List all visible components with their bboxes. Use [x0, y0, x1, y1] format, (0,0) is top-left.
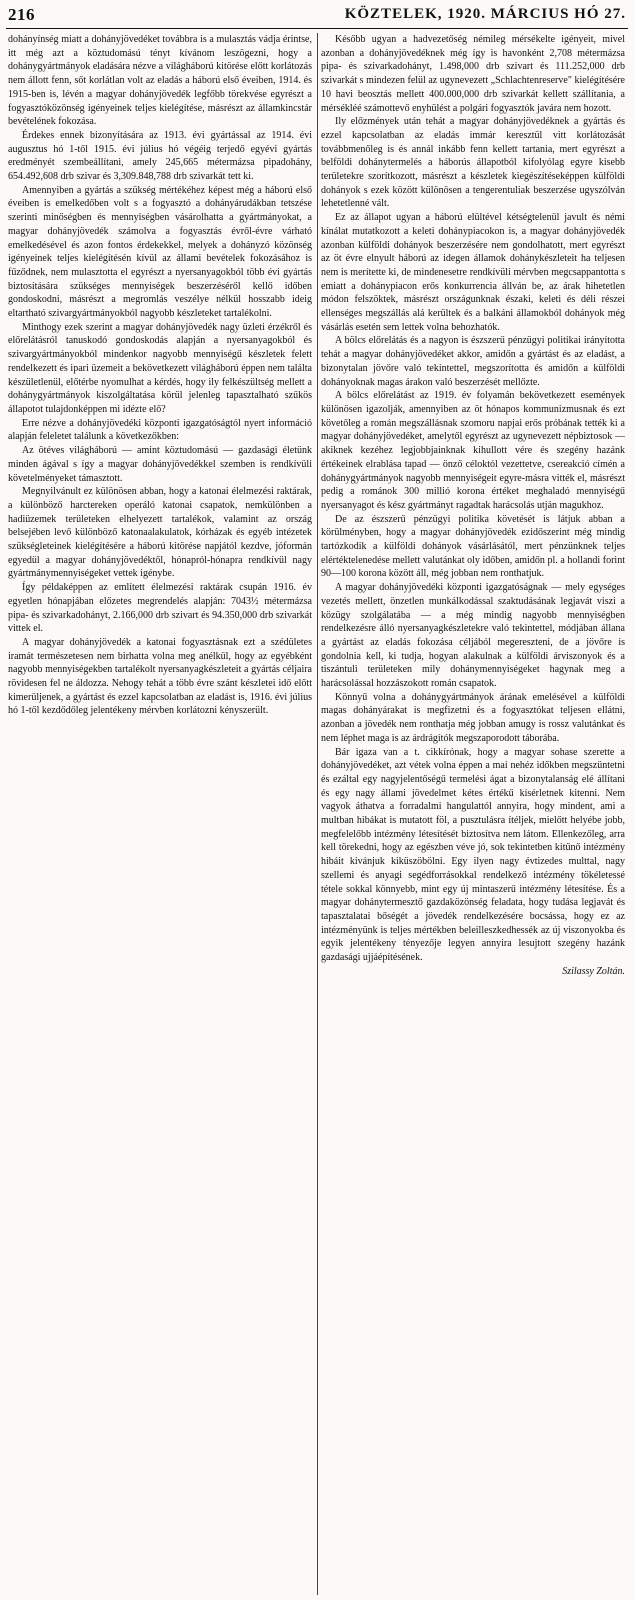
page-header — [6, 4, 628, 29]
paragraph: dohányínség miatt a dohányjövedéket továbbra is a mulasztás vádja érintse, itt még azt a köztudomású tényt kívánom leszögezni, hogy a dohánygyártmányok eladására nézve a világháború kitörése előtt korlátozás nem állott fenn, sőt korlátlan volt az eladás a háború első éveiben, 1914. és 1915-ben is, lévén a magyar dohányjövedék legfőbb törekvése egyrészt a fogyasztóközönség igényeinek teljes kielégítése, másrészt az államkincstár bevételének fokozása. — [8, 34, 312, 128]
paragraph: A bölcs előrelátás és a nagyon is észszerű pénzügyi politikai irányította tehát a magyar dohányjövedéket akkor, amidőn a gyártást és az eladást, a bizonytalan jövőre való tekintettel, megszorította és amidőn a külföldi dohányoknak magas árakon való beszerzését mellőzte. — [321, 335, 625, 388]
column-divider — [317, 33, 318, 1595]
article-column-left — [8, 33, 312, 1133]
paragraph: A bölcs előrelátást az 1919. év folyamán bekövetkezett események különösen igazolják, amennyiben az öt hónapos kommunizmusnak és ezt követőleg a román megszállásnak szomoru napjai erős próbának tették ki a magyar dohányjövedéket, amelytől egyrészt az ugynevezett népbiztosok — akiknek kezéhez legjobbjainknak kihullott vére és szegény hazánk értékeinek elrablása tapad — önző céloktól vezettetve, csereakció címén a dohánygyártmányok nagyobb mennyiségeit egyre-másra vitték el, másrészt pedig a románok 300 millió korona értéket meghaladó mennyiségű nyersanyagot és kész gyártmányt ragadtak harácsolás utján magukhoz. — [321, 390, 625, 511]
author-signature: Szilassy Zoltán. — [562, 965, 625, 977]
paragraph: Később ugyan a hadvezetőség némileg mérsékelte igényeit, mivel azonban a dohányjövedéknek még így is havonként 2,708 métermázsa pipa- és szivarkadohányt, 1.498,000 drb szivart és 111.252,000 drb szivarkát s mindezen felül az ugynevezett „Schlachtenreserve" kielégítésére 10 havi beosztás mellett 400.000,000 drb szivarkát kellett szállítania, a mérsékléé számottevő enyhülést a polgári fogyasztók javára nem hozott. — [321, 34, 625, 114]
page-number: 216 — [8, 5, 35, 24]
paragraph: Az ötéves világháború — amint köztudomású — gazdasági életünk minden ágával s így a magyar dohányjövedékkel szemben is rendkívüli követelményeket támasztott. — [8, 445, 312, 484]
paragraph: Bár igaza van a t. cikkírónak, hogy a magyar sohase szerette a dohányjövedéket, azt vétek volna éppen a mai nehéz időkben megszüntetni és ezáltal egy nagyjelentőségű termelési ágat a bizonytalanság elé állítani és egy nagy állami jövedelmet kétes értékű kísérletnek kitenni. Nem vagyok áthatva a forradalmi hangulattól annyira, hogy mindent, ami a multban hibákat is mutatott föl, a pusztulásra ítéljek, mielőtt helyébe jobb, megfelelőbb intézmény létesítését biztosítva nem látom. Ellenkezőleg, arra kell törekedni, hogy az egészben véve jó, sok tekintetben kitűnő intézmény hibáit kivánjuk kiküszöbölni. Egy ilyen nagy évtizedes multtal, nagy szellemi és anyagi segédforrásokkal rendelkező intézmény tökéletessé tétele sokkal könnyebb, mint egy új mintaszerű intézmény létesítése. És a magyar dohánytermesztő gazdaközönség feladata, hogy tudása legjavát és tapasztalatai bőségét a jövedék rendelkezésére bocsássa, hogy ez az intézményünk is teljes mértékben beleilleszkedhessék az új viszonyokba és egyik jelentékeny tényezője legyen annyira lesujtott szegény hazánk gazdasági ujjáépítésének. — [321, 746, 625, 964]
paragraph: Könnyű volna a dohánygyártmányok árának emelésével a külföldi magas dohányárakat is megfizetni és a fogyasztókat teljesen ellátni, azonban a jövedék nem ronthatja még jobban amugy is rossz valutánkat és nem léphet maga is az árdrágítók megszaporodott táborába. — [321, 691, 625, 744]
paragraph: Így példaképpen az említett élelmezési raktárak csupán 1916. év egyetlen hónapjában előzetes megrendelés alapján: 7043½ métermázsa pipa- és szivarkadohányt, 2.166,000 drb szivart és 94.350,000 drb szivarkát vittek el. — [8, 582, 312, 635]
paragraph: A magyar dohányjövedéki központi igazgatóságnak — mely egységes vezetés mellett, önzetlen munkálkodással szaktudásának legjavát viszi a közügy szolgálatába — a még mindig nagyobb mennyiségben rendelkezésre álló nyersanyagkészletekre való tekintettel, módjában állana a gyártást az eladás fokozása céljából megereszteni, de a jövőre is gondolnia kell, ki tudja, hogyan alakulnak a külföldi árviszonyok és a tiszántuli területeken mily dohánymennyiségeket hagynak meg a harácsolással hozzászokott román csapatok. — [321, 582, 625, 690]
running-title: KÖZTELEK, 1920. MÁRCIUS HÓ 27. — [344, 6, 626, 22]
paragraph: Minthogy ezek szerint a magyar dohányjövedék nagy üzleti érzékről és előrelátásról tanuskodó gondoskodás alapján a nyersanyagokból és szivargyártmányokból mindenkor nagyobb mennyiségű készletek felett rendelkezett és ipari üzemeit a bekövetkezett világháború éppen nem találta készületlenül, előtérbe nyomulhat a kérdés, hogy ily felkészültség mellett a dohánygyártmányok kiszolgáltatása körül jelenleg tapasztalható szűkös állapotot tulajdonképpen mi idézte elő? — [8, 321, 312, 415]
paragraph: Erre nézve a dohányjövedéki központi igazgatóságtól nyert információ alapján feleletet találunk a következőkben: — [8, 417, 312, 443]
paragraph: Amennyiben a gyártás a szükség mértékéhez képest még a háború első éveiben is emelkedőben volt s a fogyasztó a dohányárudákban tetszése szerinti minőségben és mennyiségben vásárolhatta a gyártmányokat, a magyar dohányjövedék számolva a fogyasztás évről-évre várható emelkedésével és azon fontos érdekekkel, melyek a dohányzó közönség igényeinek teljes kielégítésén kívül az állami bevételek fokozásához is fűződnek, nem mulasztotta el egyrészt a nyersanyagokból több évi gyártás biztosítására szükséges mennyiségek beszerzéséről kellő időben gondoskodni, másrészt a megromlás veszélye nélkül hosszabb ideig eltartható szivargyártmányokból nagyobb készleteket tartalékolni. — [8, 184, 312, 320]
paragraph: A magyar dohányjövedék a katonai fogyasztásnak ezt a szédületes iramát természetesen nem birhatta volna meg anélkül, hogy az egyébként nagyobb mennyiségekben tartalékolt nyersanyagkészleteit a gyártás céljaira rövidesen fel ne áldozza. Nehogy tehát a több évre szánt készletei idő előtt kimerüljenek, a gyártást és ezzel kapcsolatban az eladást is, 1916. évi július hó 1-től kezdődőleg jelentékeny mérvben korlátozni kényszerült. — [8, 636, 312, 717]
paragraph: Megnyilvánult ez különösen abban, hogy a katonai élelmezési raktárak, a különböző harctereken operáló katonai csapatok, nemkülönben a hadiüzemek területeken elhelyezett tartalékok, valamint az ország belsejében levő különböző katonaalakulatok, kórházak és egyéb intézetek szükségleteinek kielégítésére a háború kitörése napjától kezdve, jóformán egyedül a magyar dohányjövedéktől, hónapról-hónapra rendkívül nagy gyártmánymennyiségeket vettek igénybe. — [8, 486, 312, 580]
article-column-right — [321, 33, 625, 1595]
paragraph: Érdekes ennek bizonyítására az 1913. évi gyártással az 1914. évi augusztus hó 1-től 1915. évi július hó végéig terjedő egyévi gyártás eredményét szembeállítani, amely 245,665 métermázsa pipadohány, 654.492,608 drb szivar és 3,309.848,788 drb szivarkát tett ki. — [8, 129, 312, 183]
paragraph: Ily előzmények után tehát a magyar dohányjövedéknek a gyártás és ezzel kapcsolatban az eladás immár keresztül vitt korlátozását továbbmenőleg is és annál inkább fenn kellett tartania, mert egyrészt a belföldi dohánytermelés a háborús állapotból kifolyólag egyre kisebb területekre szorítkozott, másrészt a készletek kiegészítéseképpen külföldi dohányok s ezek között különösen a tengerentuliak beszerzése ugyszólván lehetetlenné vált. — [321, 116, 625, 210]
paragraph: Ez az állapot ugyan a háború elültével kétségtelenül javult és némi kínálat mutatkozott a keleti dohánypiacokon is, a magyar dohányjövedék azonban külföldi dohányok beszerzésére nem gondolhatott, mert egyrészt az öt évre elnyult háború az idegen államok dohánykészleteit ha teljesen nem is merítette ki, de mindenesetre rendkívüli mérvben megcsappantotta s emiatt a dohánypiacon erős konkurrencia állván be, az árak hihetetlen módon felszöktek, másrészt országunknak északi, keleti és déli részei ellenséges megszállás alá kerültek és a balkáni államokból dohányok még vásárlás esetén sem lettek volna behozhatók. — [321, 212, 625, 333]
paragraph: De az észszerű pénzügyi politika követését is látjuk abban a körülményben, hogy a magyar dohányjövedék ezidőszerint még mindig tartózkodik a külföldi dohányok vásárlásától, mert pénzünknek teljes elértéktelenedése mellett valutánkat oly időben, amidőn pl. a hollandi forint 90—100 korona között áll, még jobban nem ronthatjuk. — [321, 513, 625, 580]
